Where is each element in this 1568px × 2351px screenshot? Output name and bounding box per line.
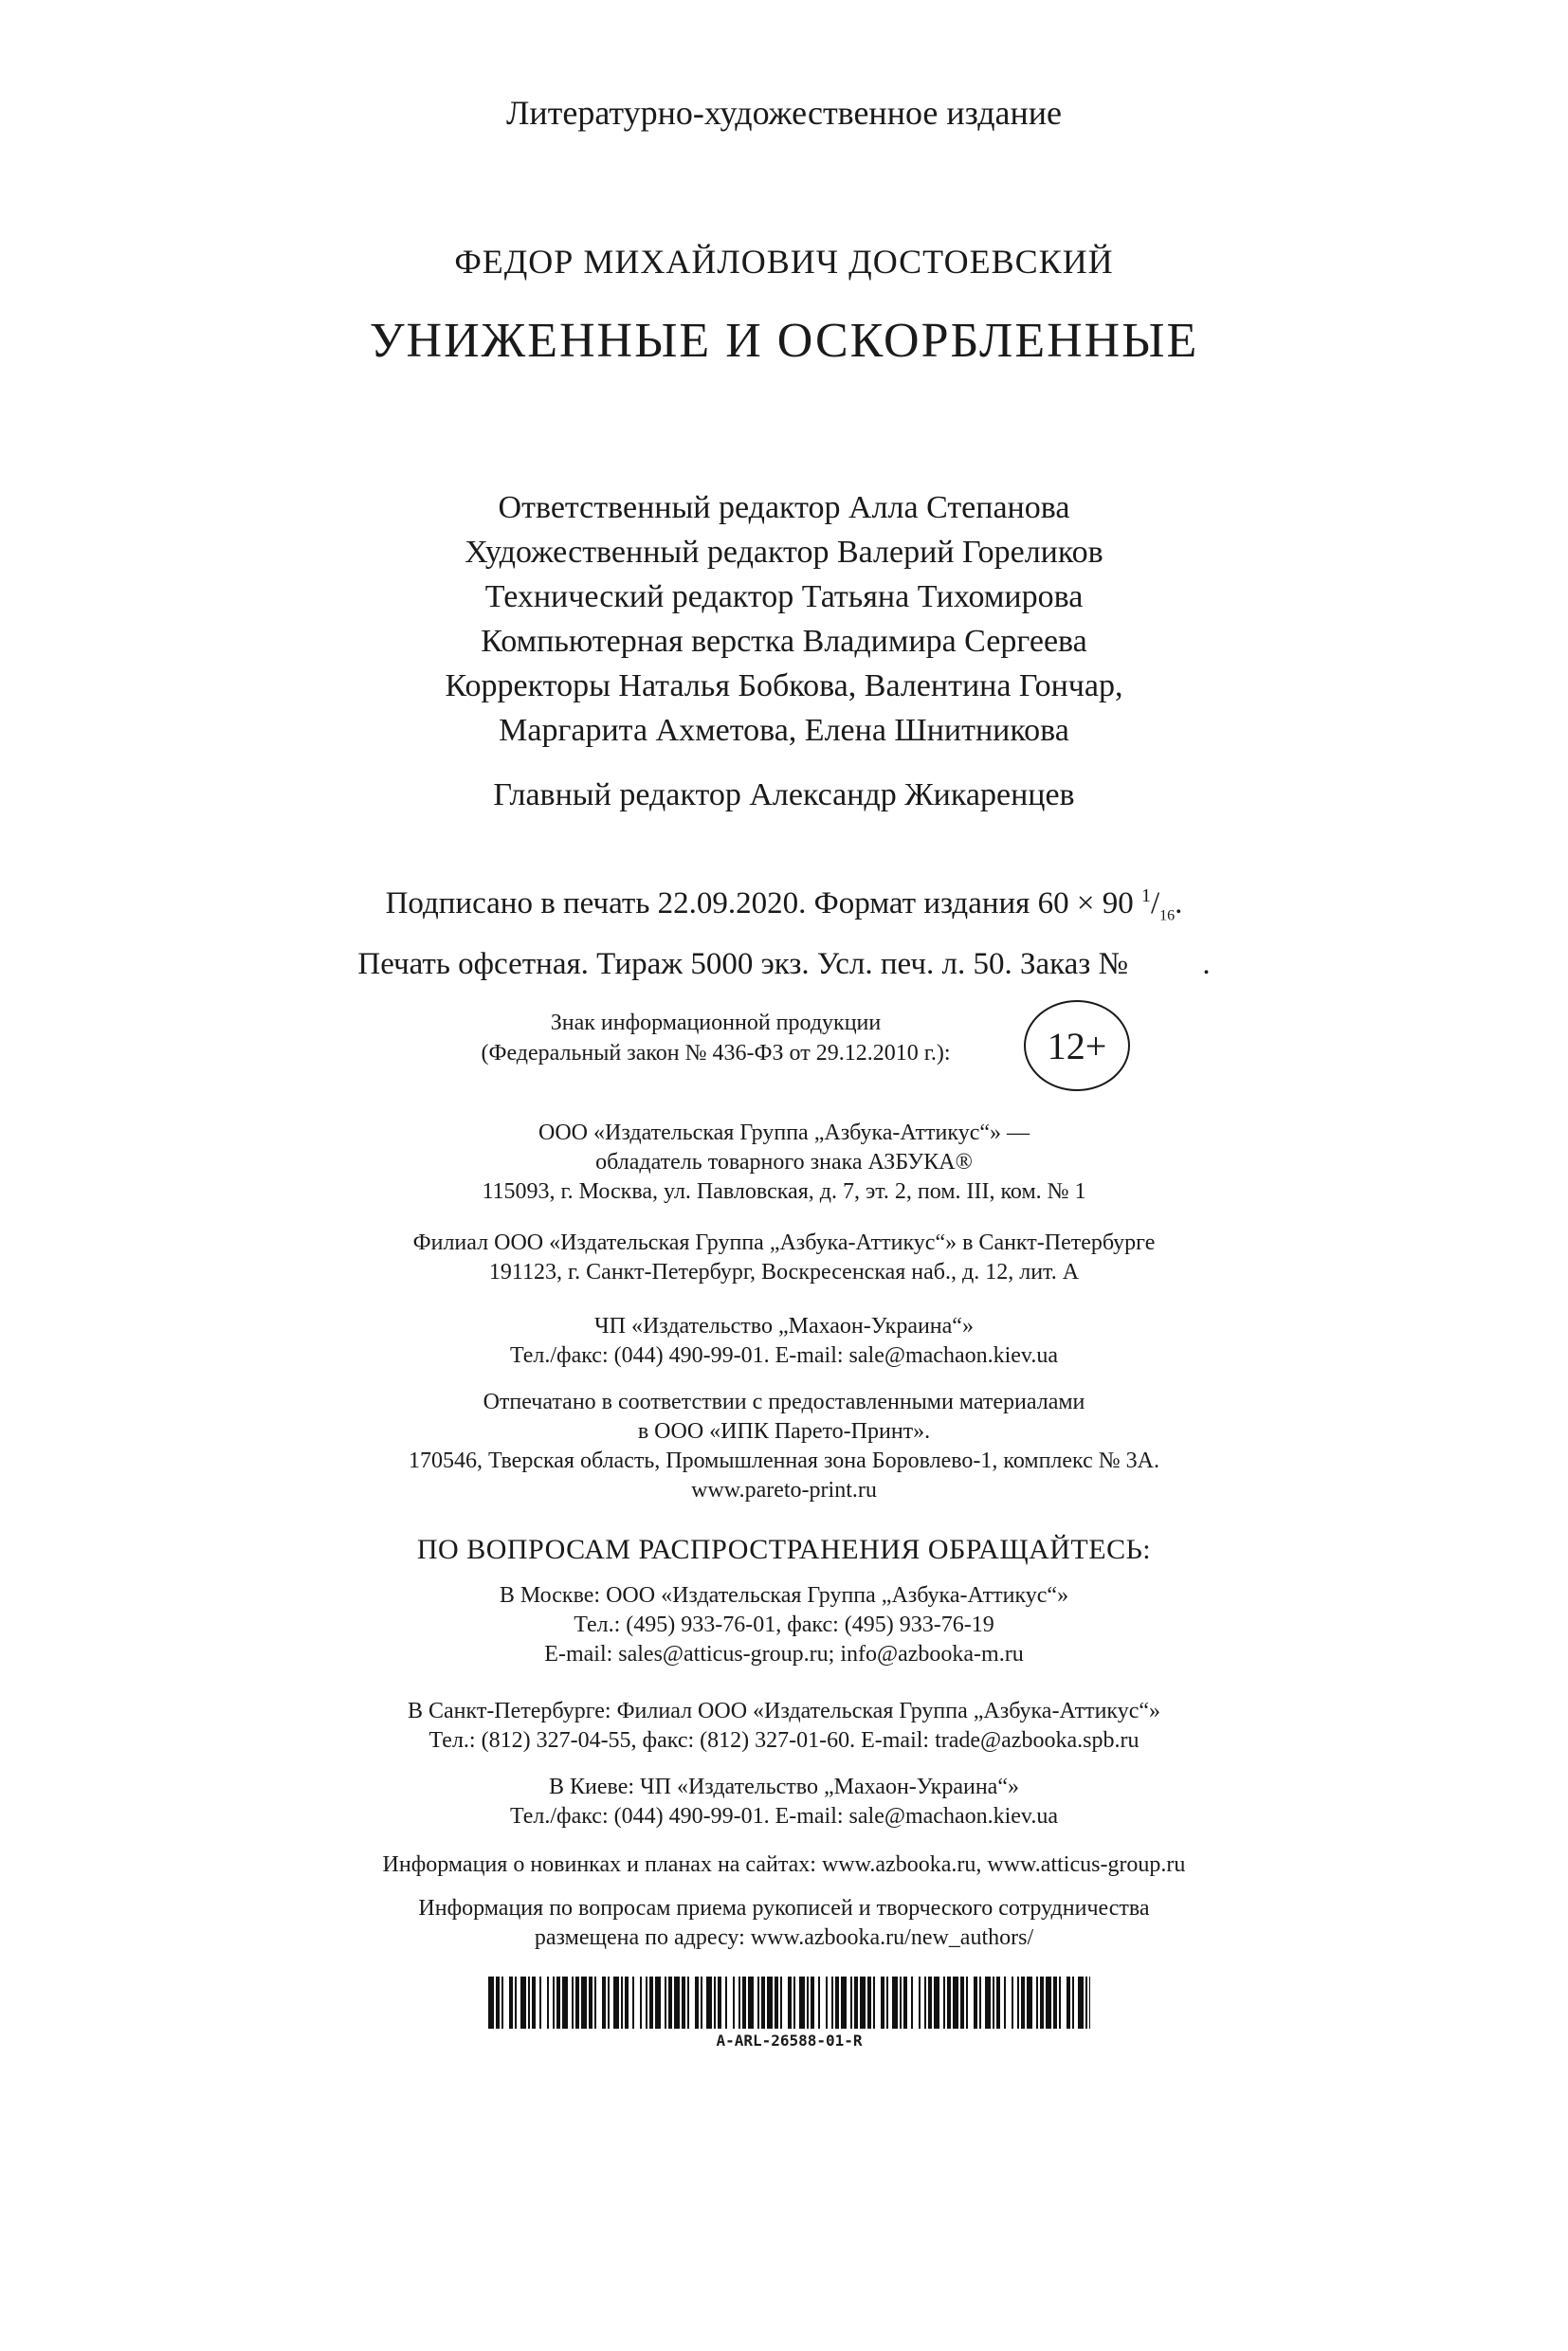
age-rating-label-line: (Федеральный закон № 436-ФЗ от 29.12.2010 г.): bbox=[481, 1041, 951, 1066]
chief-editor: Главный редактор Александр Жикаренцев bbox=[493, 777, 1075, 812]
fraction-denominator: 16 bbox=[1159, 907, 1176, 924]
print-format: Подписано в печать 22.09.2020. Формат издания 60 × 90 bbox=[385, 886, 1134, 920]
age-rating-badge: 12+ bbox=[1024, 1000, 1130, 1091]
moscow-line: В Москве: ООО «Издательская Группа „Азбука-Аттикус“» bbox=[499, 1583, 1069, 1608]
age-rating-label bbox=[417, 1008, 1014, 1068]
print-info-line-2 bbox=[0, 940, 1568, 988]
manuscripts-line: Информация по вопросам приема рукописей и творческого сотрудничества bbox=[418, 1896, 1150, 1921]
publisher-block bbox=[0, 1119, 1568, 1207]
publisher-line: 115093, г. Москва, ул. Павловская, д. 7, эт. 2, пом. III, ком. № 1 bbox=[482, 1179, 1086, 1204]
barcode-icon bbox=[488, 1977, 1090, 2029]
spb-line: Тел.: (812) 327-04-55, факс: (812) 327-01-60. E-mail: trade@azbooka.spb.ru bbox=[428, 1728, 1140, 1753]
spb-line: В Санкт-Петербурге: Филиал ООО «Издательская Группа „Азбука-Аттикус“» bbox=[407, 1699, 1161, 1723]
spb-contacts bbox=[0, 1697, 1568, 1756]
barcode-code: A-ARL-26588-01-R bbox=[716, 2032, 863, 2050]
print-info-line-1 bbox=[0, 872, 1568, 940]
kiev-line: Тел./факс: (044) 490-99-01. E-mail: sale@machaon.kiev.ua bbox=[509, 1804, 1059, 1829]
publisher-line: обладатель товарного знака АЗБУКА® bbox=[595, 1150, 973, 1175]
branch-line: Филиал ООО «Издательская Группа „Азбука-Аттикус“» в Санкт-Петербурге bbox=[412, 1230, 1156, 1255]
printer-line: 170546, Тверская область, Промышленная зона Боровлево-1, комплекс № 3А. bbox=[409, 1449, 1159, 1473]
ukraine-line: Тел./факс: (044) 490-99-01. E-mail: sale@machaon.kiev.ua bbox=[509, 1343, 1059, 1368]
book-title: УНИЖЕННЫЕ И ОСКОРБЛЕННЫЕ bbox=[369, 314, 1199, 368]
kiev-line: В Киеве: ЧП «Издательство „Махаон-Украина“» bbox=[549, 1775, 1019, 1799]
branch-line: 191123, г. Санкт-Петербург, Воскресенская наб., д. 12, лит. А bbox=[488, 1260, 1080, 1285]
printer-line: www.pareto-print.ru bbox=[691, 1478, 877, 1503]
fraction-numerator: 1 bbox=[1140, 885, 1151, 906]
age-rating-block bbox=[417, 1000, 1194, 1095]
printer-line: Отпечатано в соответствии с предоставленными материалами bbox=[483, 1390, 1085, 1414]
print-run-end: . bbox=[1202, 946, 1211, 981]
ukraine-line: ЧП «Издательство „Махаон-Украина“» bbox=[594, 1314, 974, 1339]
print-format-end: . bbox=[1175, 886, 1183, 920]
print-run: Печать офсетная. Тираж 5000 экз. Усл. печ. л. 50. Заказ № bbox=[357, 946, 1129, 981]
credit-line: Художественный редактор Валерий Гореликов bbox=[465, 535, 1103, 570]
distribution-heading: ПО ВОПРОСАМ РАСПРОСТРАНЕНИЯ ОБРАЩАЙТЕСЬ: bbox=[416, 1534, 1152, 1565]
kiev-contacts bbox=[0, 1773, 1568, 1832]
author-name: ФЕДОР МИХАЙЛОВИЧ ДОСТОЕВСКИЙ bbox=[454, 243, 1114, 281]
printer-line: в ООО «ИПК Парето-Принт». bbox=[637, 1419, 931, 1444]
manuscripts-info bbox=[0, 1894, 1568, 1953]
printer-block bbox=[0, 1388, 1568, 1505]
websites-info: Информация о новинках и планах на сайтах: www.azbooka.ru, www.atticus-group.ru bbox=[382, 1852, 1186, 1877]
print-info bbox=[0, 872, 1568, 988]
branch-block bbox=[0, 1229, 1568, 1287]
credit-line: Корректоры Наталья Бобкова, Валентина Гончар, bbox=[445, 668, 1123, 703]
barcode bbox=[488, 1977, 1090, 2050]
credit-line: Ответственный редактор Алла Степанова bbox=[498, 490, 1070, 525]
edition-type: Литературно-художественное издание bbox=[505, 94, 1063, 132]
manuscripts-line: размещена по адресу: www.azbooka.ru/new_authors/ bbox=[534, 1925, 1034, 1950]
moscow-line: Тел.: (495) 933-76-01, факс: (495) 933-76-19 bbox=[574, 1613, 994, 1637]
credit-line: Компьютерная верстка Владимира Сергеева bbox=[481, 624, 1087, 659]
credits-block bbox=[0, 485, 1568, 753]
credit-line: Технический редактор Татьяна Тихомирова bbox=[484, 579, 1084, 614]
moscow-contacts bbox=[0, 1581, 1568, 1669]
credit-line: Маргарита Ахметова, Елена Шнитникова bbox=[499, 713, 1069, 748]
publisher-line: ООО «Издательская Группа „Азбука-Аттикус“» — bbox=[538, 1121, 1030, 1145]
ukraine-block bbox=[0, 1312, 1568, 1371]
format-fraction: $^1/_{16}$ bbox=[1140, 885, 1176, 924]
age-rating-label-line: Знак информационной продукции bbox=[550, 1011, 882, 1035]
moscow-line: E-mail: sales@atticus-group.ru; info@azbooka-m.ru bbox=[544, 1642, 1024, 1667]
